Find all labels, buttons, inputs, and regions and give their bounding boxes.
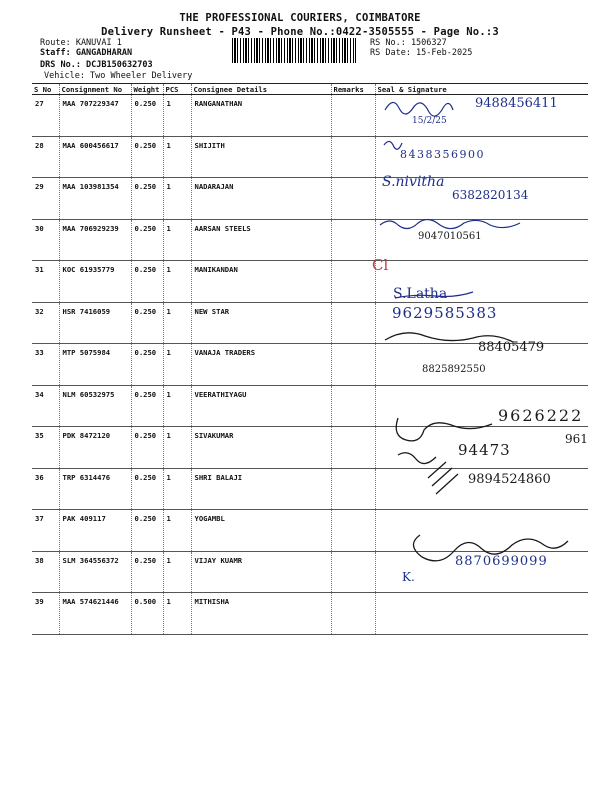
cell-consignment: PAK 409117 — [59, 510, 131, 552]
handwritten-phone: 8825892550 — [422, 364, 486, 375]
cell-remarks — [331, 219, 375, 261]
cell-signature — [375, 510, 588, 552]
cell-consignment: MAA 706929239 — [59, 219, 131, 261]
drs-label: DRS No.: DCJB150632703 — [40, 60, 153, 70]
table-row — [32, 219, 588, 261]
company-title: THE PROFESSIONAL COURIERS, COIMBATORE — [179, 12, 421, 24]
cell-weight: 0.250 — [131, 385, 163, 427]
staff-label: Staff: GANGADHARAN — [40, 48, 133, 58]
cell-pcs: 1 — [163, 427, 191, 469]
cell-pcs: 1 — [163, 510, 191, 552]
route-label: Route: KANUVAI 1 — [40, 38, 122, 48]
cell-consignment: MAA 707229347 — [59, 95, 131, 137]
col-signature: Seal & Signature — [375, 84, 588, 95]
cell-sno: 36 — [32, 468, 59, 510]
cell-weight: 0.250 — [131, 95, 163, 137]
cell-sno: 37 — [32, 510, 59, 552]
cell-remarks — [331, 427, 375, 469]
col-pcs: PCS — [163, 84, 191, 95]
cell-consignment: PDK 8472120 — [59, 427, 131, 469]
cell-consignment: MAA 600456617 — [59, 136, 131, 178]
cell-consignment: MAA 103981354 — [59, 178, 131, 220]
cell-weight: 0.250 — [131, 261, 163, 303]
cell-remarks — [331, 593, 375, 635]
handwritten-phone: 8438356900 — [400, 148, 485, 161]
cell-remarks — [331, 302, 375, 344]
cell-sno: 27 — [32, 95, 59, 137]
col-consignee: Consignee Details — [191, 84, 331, 95]
table-header-row — [32, 84, 588, 95]
col-weight: Weight — [131, 84, 163, 95]
vehicle-label: Vehicle: Two Wheeler Delivery — [44, 71, 193, 81]
cell-weight: 0.250 — [131, 510, 163, 552]
col-sno: S No — [32, 84, 59, 95]
runsheet-title: Delivery Runsheet - P43 - Phone No.:0422-3505555 - Page No.:3 — [101, 26, 499, 38]
cell-consignee: NEW STAR — [191, 302, 331, 344]
cell-weight: 0.250 — [131, 468, 163, 510]
cell-sno: 35 — [32, 427, 59, 469]
handwritten-initial: K. — [402, 570, 415, 584]
cell-pcs: 1 — [163, 344, 191, 386]
cell-weight: 0.500 — [131, 593, 163, 635]
cell-consignment: HSR 7416059 — [59, 302, 131, 344]
cell-pcs: 1 — [163, 95, 191, 137]
cell-sno: 34 — [32, 385, 59, 427]
cell-consignment: KOC 61935779 — [59, 261, 131, 303]
cell-pcs: 1 — [163, 136, 191, 178]
cell-consignee: VANAJA TRADERS — [191, 344, 331, 386]
table-row — [32, 510, 588, 552]
cell-consignee: VEERATHIYAGU — [191, 385, 331, 427]
handwritten-phone: 9626222 — [498, 406, 584, 425]
cell-remarks — [331, 551, 375, 593]
cell-consignee: VIJAY KUAMR — [191, 551, 331, 593]
cell-sno: 32 — [32, 302, 59, 344]
handwritten-phone: 8870699099 — [455, 554, 548, 569]
cell-consignee: NADARAJAN — [191, 178, 331, 220]
cell-remarks — [331, 510, 375, 552]
cell-consignee: SHIJITH — [191, 136, 331, 178]
cell-pcs: 1 — [163, 178, 191, 220]
cell-remarks — [331, 95, 375, 137]
table-row — [32, 593, 588, 635]
handwritten-phone: 6382820134 — [452, 188, 529, 202]
cell-weight: 0.250 — [131, 344, 163, 386]
handwritten-mark: Cl — [372, 256, 389, 274]
cell-weight: 0.250 — [131, 427, 163, 469]
cell-consignee: YOGAMBL — [191, 510, 331, 552]
cell-consignment: TRP 6314476 — [59, 468, 131, 510]
cell-consignment: SLM 364556372 — [59, 551, 131, 593]
cell-weight: 0.250 — [131, 551, 163, 593]
cell-weight: 0.250 — [131, 219, 163, 261]
handwritten-phone: 94473 — [458, 441, 511, 459]
handwritten-phone: 9488456411 — [475, 96, 558, 111]
cell-consignment: NLM 60532975 — [59, 385, 131, 427]
rs-date: RS Date: 15-Feb-2025 — [370, 48, 473, 58]
col-consignment: Consignment No — [59, 84, 131, 95]
table-row — [32, 136, 588, 178]
barcode — [232, 38, 356, 63]
handwritten-name: S.Latha — [393, 286, 448, 302]
cell-consignment: MTP 5075984 — [59, 344, 131, 386]
cell-sno: 31 — [32, 261, 59, 303]
cell-pcs: 1 — [163, 385, 191, 427]
cell-remarks — [331, 344, 375, 386]
cell-sno: 29 — [32, 178, 59, 220]
cell-pcs: 1 — [163, 261, 191, 303]
table-row — [32, 261, 588, 303]
handwritten-mark: 961 — [565, 432, 588, 446]
cell-weight: 0.250 — [131, 178, 163, 220]
cell-consignee: AARSAN STEELS — [191, 219, 331, 261]
table-row — [32, 302, 588, 344]
handwritten-phone: 9894524860 — [468, 472, 551, 487]
cell-pcs: 1 — [163, 219, 191, 261]
runsheet-table — [32, 83, 588, 635]
cell-consignee: SHRI BALAJI — [191, 468, 331, 510]
cell-remarks — [331, 261, 375, 303]
cell-pcs: 1 — [163, 593, 191, 635]
cell-consignment: MAA 574621446 — [59, 593, 131, 635]
handwritten-name: S.nivitha — [382, 174, 445, 190]
cell-weight: 0.250 — [131, 136, 163, 178]
cell-consignee: RANGANATHAN — [191, 95, 331, 137]
rs-number: RS No.: 1506327 — [370, 38, 447, 48]
cell-remarks — [331, 136, 375, 178]
cell-sno: 28 — [32, 136, 59, 178]
cell-sno: 38 — [32, 551, 59, 593]
cell-pcs: 1 — [163, 551, 191, 593]
handwritten-date: 15/2/25 — [412, 116, 447, 126]
cell-sno: 30 — [32, 219, 59, 261]
handwritten-phone: 88405479 — [478, 340, 545, 355]
cell-remarks — [331, 385, 375, 427]
cell-pcs: 1 — [163, 302, 191, 344]
handwritten-phone: 9629585383 — [392, 304, 498, 322]
col-remarks: Remarks — [331, 84, 375, 95]
cell-remarks — [331, 178, 375, 220]
cell-pcs: 1 — [163, 468, 191, 510]
cell-consignee: MITHISHA — [191, 593, 331, 635]
cell-consignee: MANIKANDAN — [191, 261, 331, 303]
cell-consignee: SIVAKUMAR — [191, 427, 331, 469]
cell-weight: 0.250 — [131, 302, 163, 344]
cell-remarks — [331, 468, 375, 510]
handwritten-phone: 9047010561 — [418, 231, 482, 242]
cell-sno: 39 — [32, 593, 59, 635]
cell-sno: 33 — [32, 344, 59, 386]
cell-signature — [375, 593, 588, 635]
